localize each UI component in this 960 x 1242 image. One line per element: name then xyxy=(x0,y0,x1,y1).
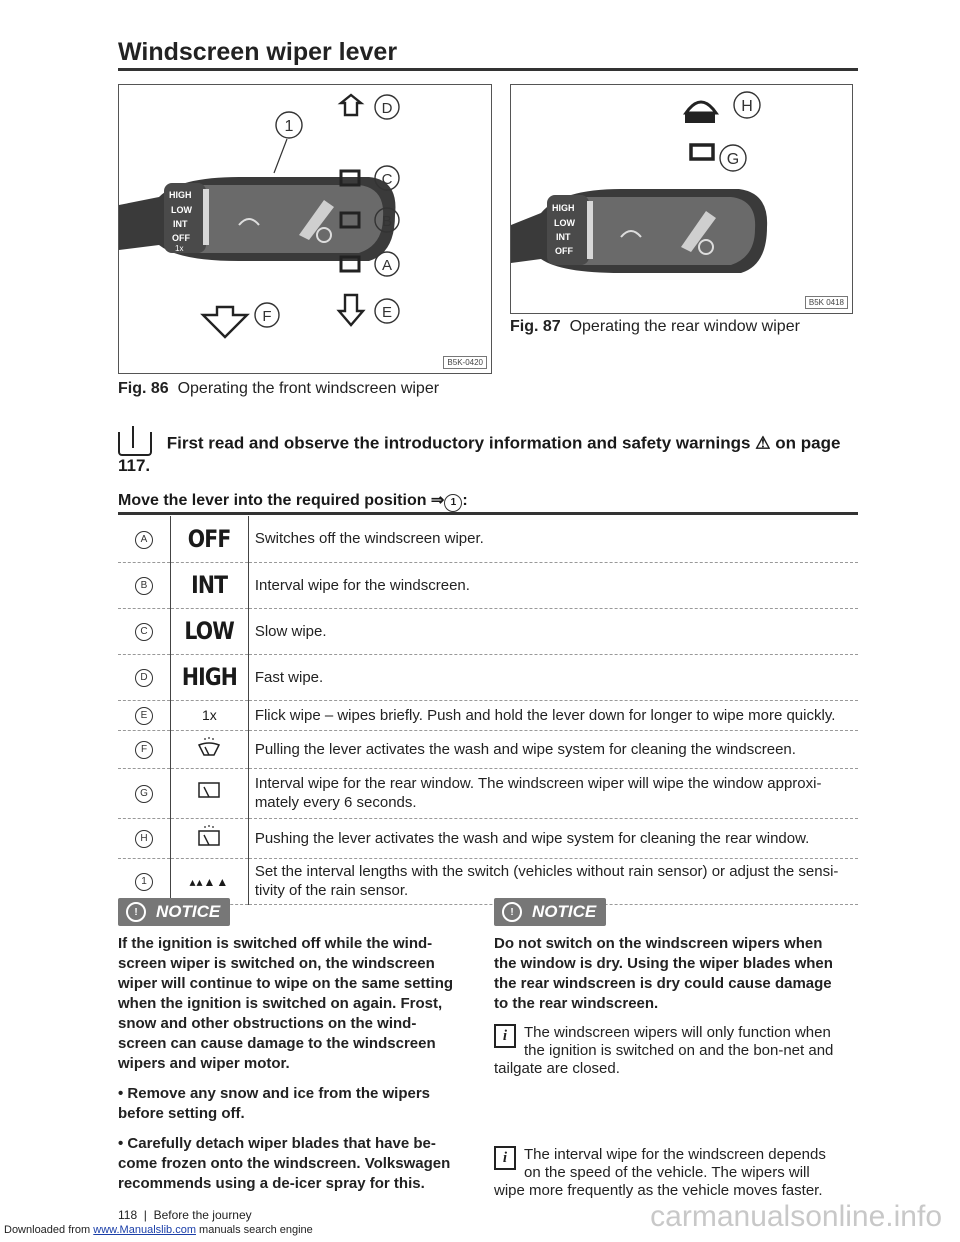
table-row xyxy=(118,730,858,768)
notice-label: NOTICE xyxy=(156,902,221,921)
position-letter: B xyxy=(135,577,153,595)
table-row xyxy=(118,562,858,608)
section-name: Before the journey xyxy=(153,1208,252,1222)
figure-87-caption-text: Operating the rear window wiper xyxy=(569,318,800,335)
position-letter: H xyxy=(135,830,153,848)
download-notice xyxy=(4,1224,313,1236)
table-row xyxy=(118,608,858,654)
figure-87-label: Fig. 87 xyxy=(510,318,561,335)
callout-A: A xyxy=(381,257,393,274)
position-letter: A xyxy=(135,531,153,549)
position-desc: Interval wipe for the windscreen. xyxy=(248,562,858,608)
figure-86-caption xyxy=(118,380,439,398)
table-rule xyxy=(118,512,858,515)
table-row xyxy=(118,700,858,730)
rear-wiper-icon xyxy=(196,781,222,801)
callout-1: 1 xyxy=(284,118,294,135)
warning-icon: ⚠ xyxy=(755,433,771,453)
front-wiper-lever-illustration xyxy=(119,85,491,373)
position-desc: Fast wipe. xyxy=(248,654,858,700)
rear-wiper-lever-illustration xyxy=(511,85,852,313)
position-desc: Interval wipe for the rear window. The windscreen wiper will wipe the window approxi-mately every 6 seconds. xyxy=(248,768,858,818)
notice-left-text xyxy=(118,934,460,1204)
table-row xyxy=(118,516,858,562)
stalk-label-low: LOW xyxy=(171,205,192,215)
figure-86-front-wiper xyxy=(118,84,492,374)
figure-86-label: Fig. 86 xyxy=(118,380,169,397)
figure-code: B5K-0420 xyxy=(443,356,487,369)
notice-icon: ! xyxy=(502,902,522,922)
page-footer: 118 | Before the journey xyxy=(118,1208,252,1222)
info-text-1: The windscreen wipers will only function when the ignition is switched on and the bon-net and tailgate are closed. xyxy=(494,1024,834,1077)
figure-87-caption xyxy=(510,318,800,336)
page-number: 118 xyxy=(118,1208,138,1222)
position-letter: E xyxy=(135,707,153,725)
position-letter: C xyxy=(135,623,153,641)
position-letter: 1 xyxy=(135,873,153,891)
table-row xyxy=(118,768,858,818)
callout-C: C xyxy=(381,171,393,188)
download-link[interactable]: www.Manualslib.com xyxy=(93,1224,196,1236)
notice-right-text xyxy=(494,934,839,1024)
svg-text:HIGH: HIGH xyxy=(552,203,575,213)
notice-left-badge xyxy=(118,898,230,926)
callout-H: H xyxy=(741,98,753,115)
intro-page: on page 117. xyxy=(118,433,841,475)
rain-sensor-icon: ▴▴▲▲ xyxy=(189,874,230,889)
notice-left-bullet-1: • Remove any snow and ice from the wipers before setting off. xyxy=(118,1085,431,1122)
callout-D: D xyxy=(381,100,393,117)
page-title: Windscreen wiper lever xyxy=(118,38,398,66)
subhead: Move the lever into the required position ⇒ 1 : xyxy=(118,490,468,512)
position-desc: Switches off the windscreen wiper. xyxy=(248,516,858,562)
download-suffix: manuals search engine xyxy=(199,1224,313,1236)
download-prefix: Downloaded from xyxy=(4,1224,91,1236)
position-desc: Pushing the lever activates the wash and wipe system for cleaning the rear window. xyxy=(248,818,858,858)
position-desc: Slow wipe. xyxy=(248,608,858,654)
callout-G: G xyxy=(726,151,740,168)
callout-E: E xyxy=(381,304,393,321)
position-symbol: HIGH xyxy=(181,663,237,691)
notice-label: NOTICE xyxy=(532,902,597,921)
position-desc: Flick wipe – wipes briefly. Push and hold the lever down for longer to wipe more quickly. xyxy=(248,700,858,730)
figure-86-caption-text: Operating the front windscreen wiper xyxy=(177,380,440,397)
stalk-label-1x: 1x xyxy=(175,244,184,253)
notice-left-bullet-2: • Carefully detach wiper blades that have be-come frozen onto the windscreen. Volkswagen recommends using a de-icer spray for this. xyxy=(118,1135,451,1192)
notice-right-badge xyxy=(494,898,606,926)
rear-washer-icon xyxy=(196,825,222,847)
position-desc: Pulling the lever activates the wash and wipe system for cleaning the windscreen. xyxy=(248,730,858,768)
position-symbol: LOW xyxy=(184,617,235,645)
intro-line xyxy=(118,432,858,476)
subhead-text: Move the lever into the required position ⇒ xyxy=(118,492,445,509)
figure-code: B5K 0418 xyxy=(805,296,848,309)
info-icon: i xyxy=(494,1024,516,1048)
info-icon: i xyxy=(494,1146,516,1170)
svg-text:INT: INT xyxy=(556,232,571,242)
stalk-label-off: OFF xyxy=(172,233,190,243)
info-text-2: The interval wipe for the windscreen depends on the speed of the vehicle. The wipers will wipe more frequently as the vehicle moves faster. xyxy=(494,1146,826,1199)
windscreen-washer-icon xyxy=(197,737,221,757)
info-block-2 xyxy=(494,1146,839,1200)
info-block-1 xyxy=(494,1024,839,1078)
figure-87-rear-wiper xyxy=(510,84,853,314)
positions-table xyxy=(118,516,858,905)
position-symbol: INT xyxy=(191,571,228,599)
notice-right-para: Do not switch on the windscreen wipers when the window is dry. Using the wiper blades when the rear windscreen is dry could cause damage to the rear windscreen. xyxy=(494,935,833,1012)
ref-callout: 1 xyxy=(444,494,462,512)
svg-text:LOW: LOW xyxy=(554,218,575,228)
position-desc: Set the interval lengths with the switch (vehicles without rain sensor) or adjust the sensi-tivity of the rain sensor. xyxy=(248,858,858,904)
stalk-label-int: INT xyxy=(173,219,188,229)
stalk-label-high: HIGH xyxy=(169,190,192,200)
book-icon xyxy=(118,432,152,456)
watermark: carmanualsonline.info xyxy=(650,1200,942,1233)
svg-text:OFF: OFF xyxy=(555,246,573,256)
notice-left-para: If the ignition is switched off while the wind-screen wiper is switched on, the windscreen wiper will continue to wipe on the same setting when the ignition is switched on again. Frost, snow and other obstructions on the wind-screen can cause damage to the windscreen wipers and wiper motor. xyxy=(118,935,454,1072)
position-letter: D xyxy=(135,669,153,687)
callout-B: B xyxy=(381,213,393,230)
table-row xyxy=(118,818,858,858)
position-letter: F xyxy=(135,741,153,759)
callout-F: F xyxy=(262,308,272,325)
title-rule xyxy=(118,68,858,71)
intro-text: First read and observe the introductory information and safety warnings xyxy=(166,433,751,453)
notice-icon: ! xyxy=(126,902,146,922)
position-symbol: OFF xyxy=(188,524,231,553)
table-row xyxy=(118,654,858,700)
position-letter: G xyxy=(135,785,153,803)
position-symbol: 1x xyxy=(202,706,217,723)
